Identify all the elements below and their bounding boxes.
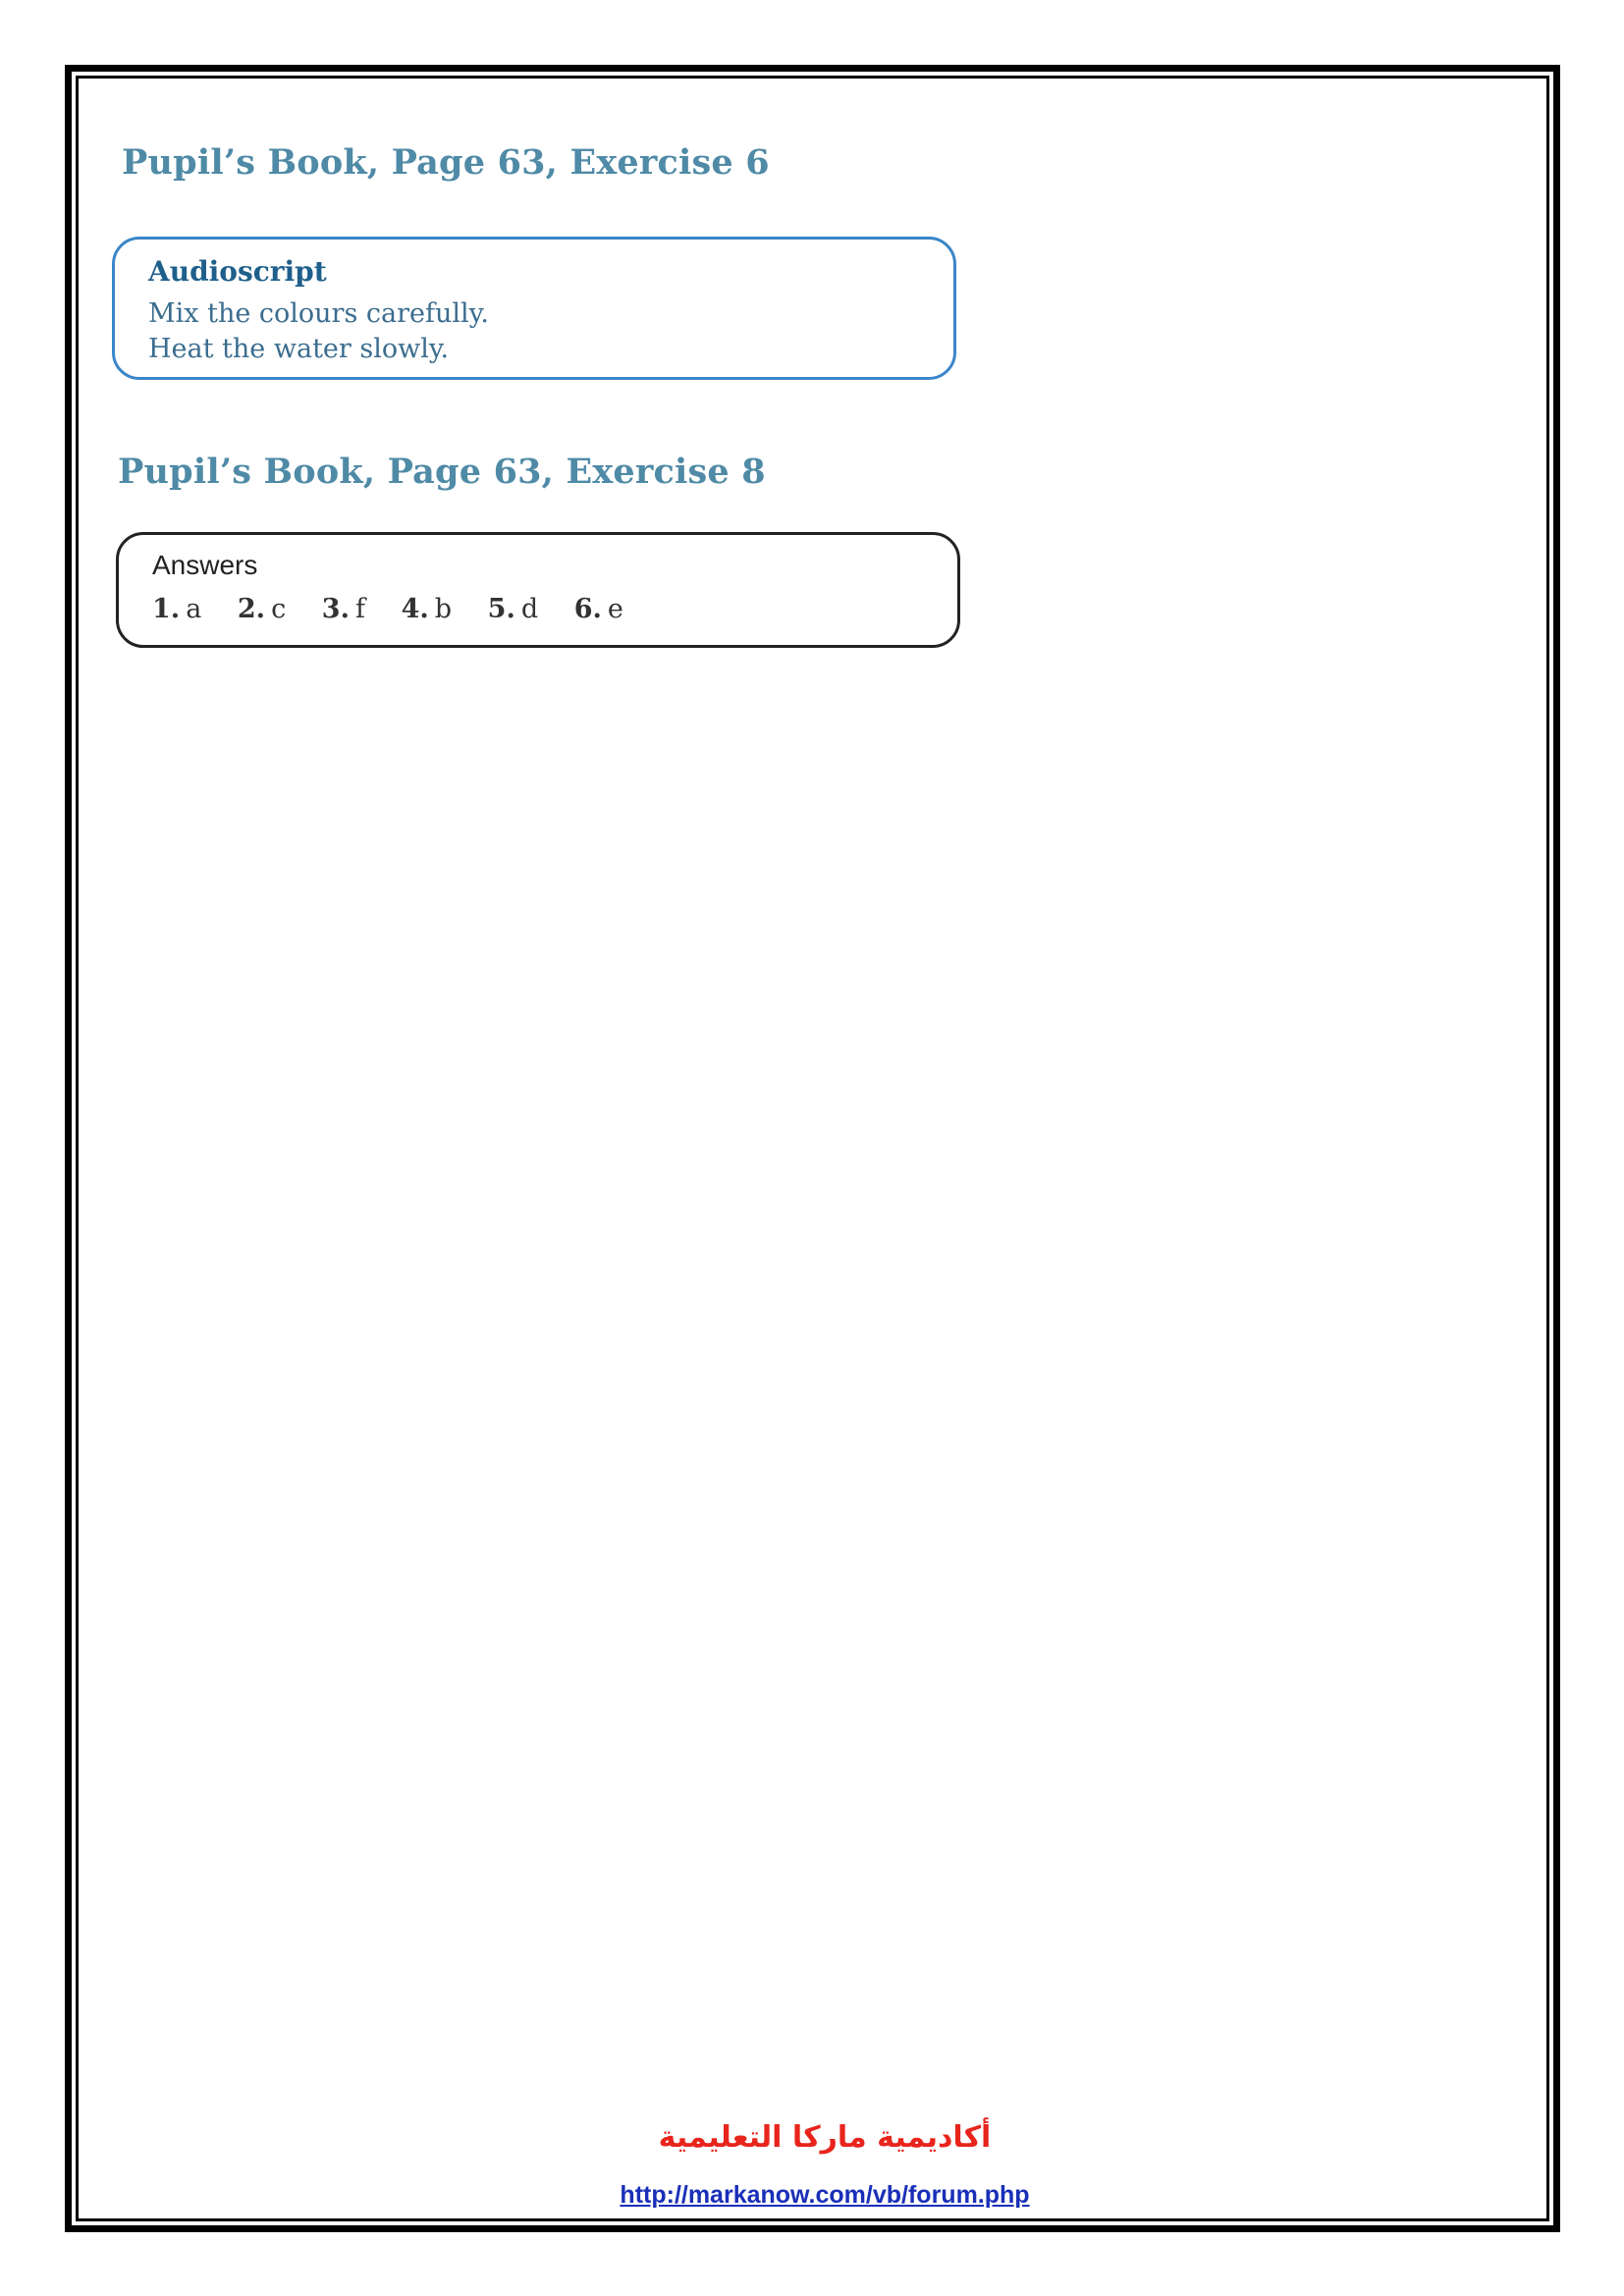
answer-item: [152, 594, 201, 624]
answer-number: 1.: [152, 594, 181, 624]
exercise-8-heading: Pupil’s Book, Page 63, Exercise 8: [118, 452, 766, 492]
answers-title: Answers: [152, 550, 258, 580]
footer-forum-link[interactable]: http://markanow.com/vb/forum.php: [620, 2181, 1030, 2209]
answer-letter: a: [186, 594, 202, 624]
answer-item: [488, 594, 538, 624]
audioscript-title: Audioscript: [148, 255, 327, 288]
answer-item: [238, 594, 286, 624]
audioscript-box: [112, 237, 956, 380]
answer-item: [402, 594, 452, 624]
audioscript-line: Mix the colours carefully.: [148, 298, 489, 329]
answer-item: [574, 594, 623, 624]
audioscript-line: Heat the water slowly.: [148, 334, 450, 364]
answer-number: 2.: [237, 594, 266, 624]
answer-number: 4.: [401, 594, 429, 624]
page-border-inner: [76, 76, 1549, 2221]
answer-letter: e: [607, 594, 623, 624]
answer-item: [322, 594, 365, 624]
answer-letter: f: [354, 594, 365, 624]
answers-box: [116, 532, 960, 648]
exercise-6-heading: Pupil’s Book, Page 63, Exercise 6: [122, 142, 770, 183]
answer-letter: d: [520, 594, 539, 624]
answer-number: 6.: [573, 594, 602, 624]
footer-academy-name: أكاديمية ماركا التعليمية: [658, 2120, 992, 2155]
answer-number: 5.: [487, 594, 515, 624]
answer-letter: c: [271, 594, 287, 624]
answers-list: [152, 594, 651, 624]
answer-letter: b: [434, 594, 453, 624]
answer-number: 3.: [321, 594, 350, 624]
